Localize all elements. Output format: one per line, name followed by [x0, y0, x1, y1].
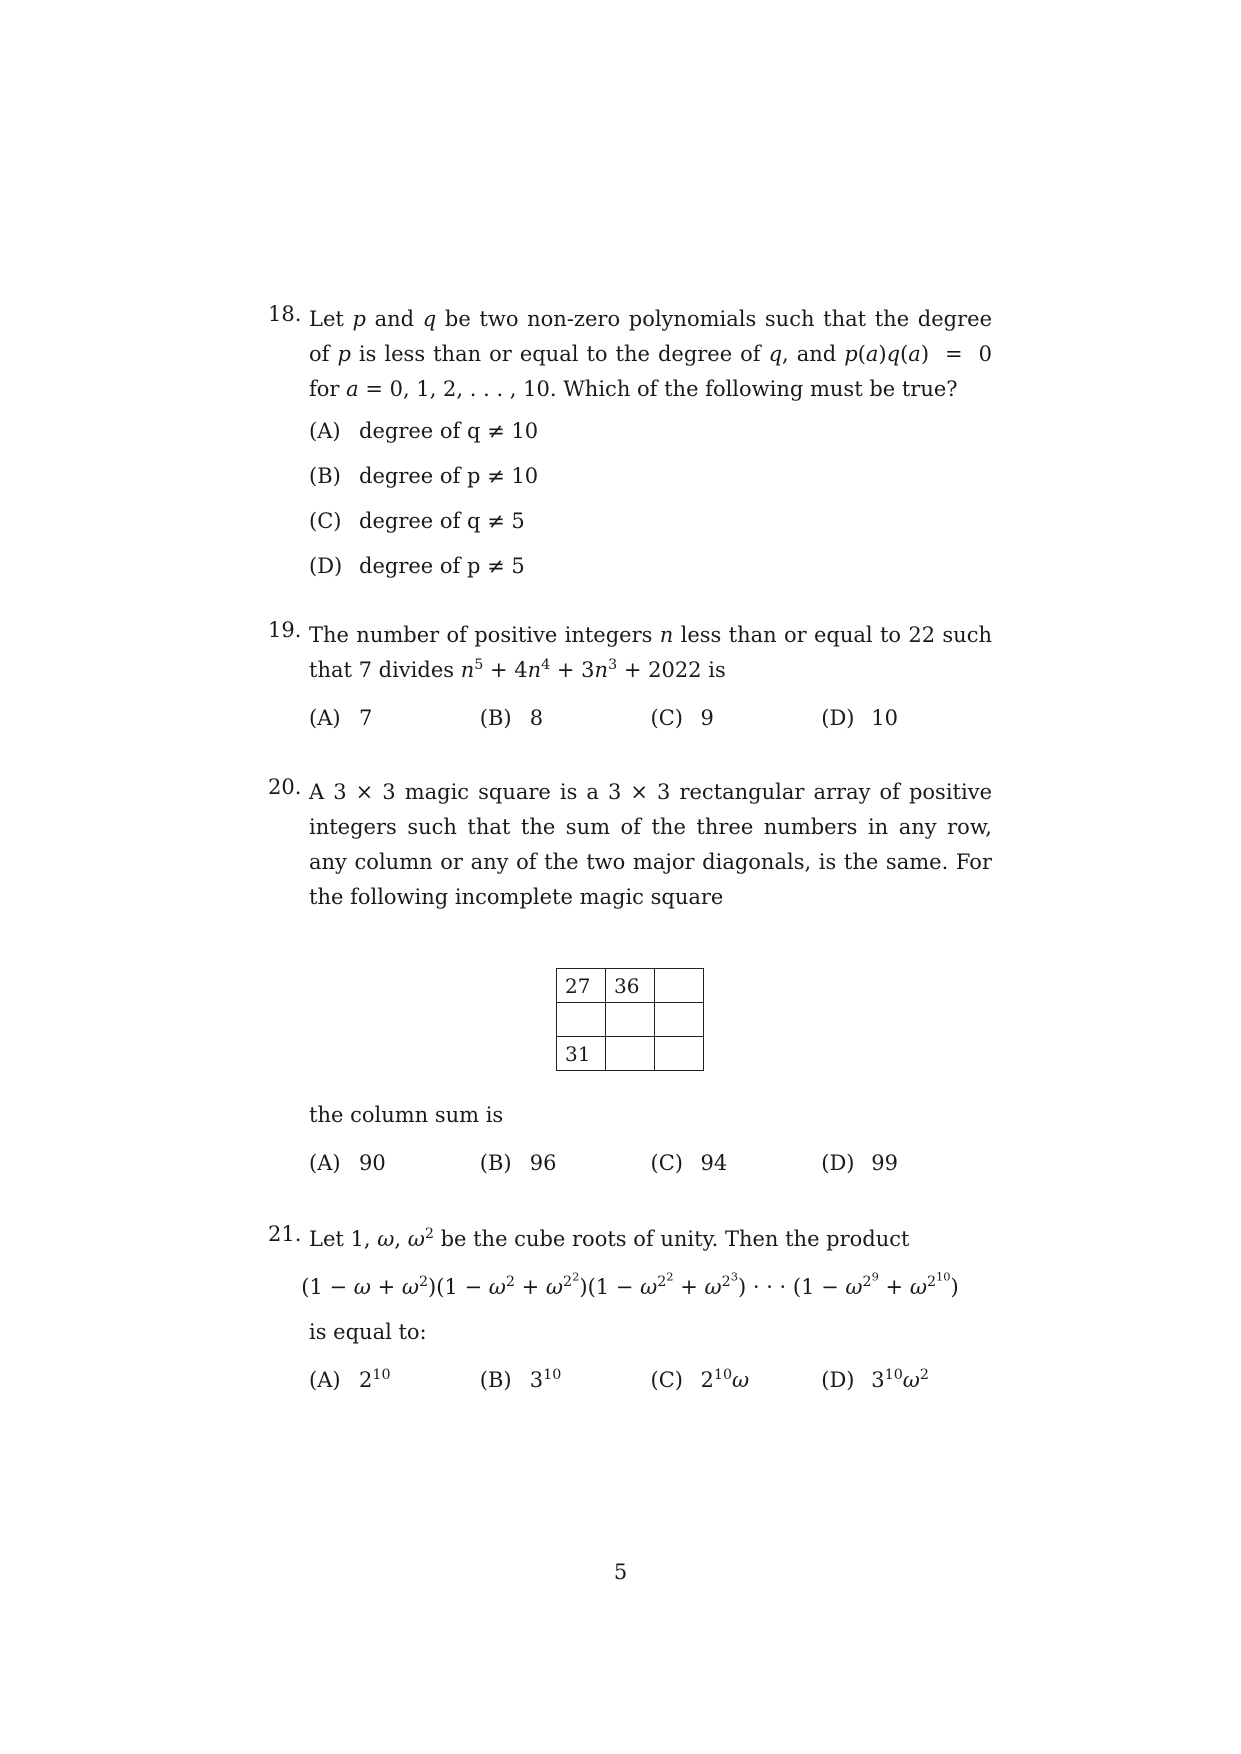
- question-20-continued: [268, 1098, 992, 1186]
- question-number: 18.: [268, 302, 302, 326]
- option-d: (D) $3^{10}\omega^2$: [821, 1367, 929, 1392]
- question-19: [268, 618, 992, 741]
- question-number: 21.: [268, 1222, 302, 1246]
- option-b: (B) degree of p ≠ 10: [309, 464, 539, 488]
- options-row: [309, 696, 992, 741]
- question-18: [268, 302, 992, 589]
- option-c: (C) 94: [650, 1151, 728, 1175]
- page-number: 5: [613, 1560, 628, 1584]
- option-c: (C) 9: [650, 706, 714, 730]
- option-a: (A) 7: [309, 706, 373, 730]
- option-d: (D) 10: [821, 706, 898, 730]
- options-row: [309, 1358, 992, 1403]
- question-text: is equal to:: [309, 1320, 427, 1344]
- option-a: (A) degree of q ≠ 10: [309, 419, 539, 443]
- grid-cell: [606, 1003, 655, 1037]
- option-b: (B) 8: [479, 706, 544, 730]
- grid-cell: [606, 1037, 655, 1071]
- question-text: Let 1, ω, $\omega^2$ be the cube roots of unity. Then the product: [309, 1226, 910, 1251]
- option-b: (B) $3^{10}$: [479, 1367, 562, 1392]
- grid-cell: [655, 1003, 704, 1037]
- options-row: [309, 1141, 992, 1186]
- grid-cell: 27: [557, 969, 606, 1003]
- question-21: [268, 1222, 992, 1403]
- option-c: (C) degree of q ≠ 5: [309, 509, 525, 533]
- product-expression: $(1 - \omega + \omega^2)(1 - \omega^2 + \omega^{2^2})(1 - \omega^{2^2} + \omega^{2^3})$ · · · $(1 - \omega^{2^9} + \omega^{2^{10}})$: [301, 1269, 959, 1299]
- question-text: A 3 × 3 magic square is a 3 × 3 rectangular array of positive integers such that the sum of the three numbers in any row, any column or any of the two major diagonals, is the same. For the following incomplete magic square: [309, 780, 992, 909]
- grid-cell: 36: [606, 969, 655, 1003]
- question-20: [268, 775, 992, 915]
- question-text: Let p and q be two non-zero polynomials such that the degree of p is less than or equal to the degree of q, and p(a)q(a) = 0 for a = 0, 1, 2, . . . , 10. Which of the following must be true?: [309, 307, 992, 401]
- option-a: (A) 90: [309, 1151, 386, 1175]
- grid-cell: [655, 1037, 704, 1071]
- magic-square-grid: [556, 968, 704, 1071]
- question-number: 19.: [268, 618, 302, 642]
- option-a: (A) $2^{10}$: [309, 1367, 391, 1392]
- question-number: 20.: [268, 775, 302, 799]
- option-b: (B) 96: [479, 1151, 557, 1175]
- options-list: [309, 409, 992, 589]
- grid-cell: [557, 1003, 606, 1037]
- question-text: the column sum is: [309, 1103, 504, 1127]
- question-text: The number of positive integers n less than or equal to 22 such that 7 divides $n^5 + 4n^4 + 3n^3 + 2022$ is: [309, 623, 992, 682]
- option-d: (D) 99: [821, 1151, 898, 1175]
- grid-cell: [655, 969, 704, 1003]
- option-c: (C) $2^{10}\omega$: [650, 1367, 750, 1392]
- grid-cell: 31: [557, 1037, 606, 1071]
- option-d: (D) degree of p ≠ 5: [309, 554, 525, 578]
